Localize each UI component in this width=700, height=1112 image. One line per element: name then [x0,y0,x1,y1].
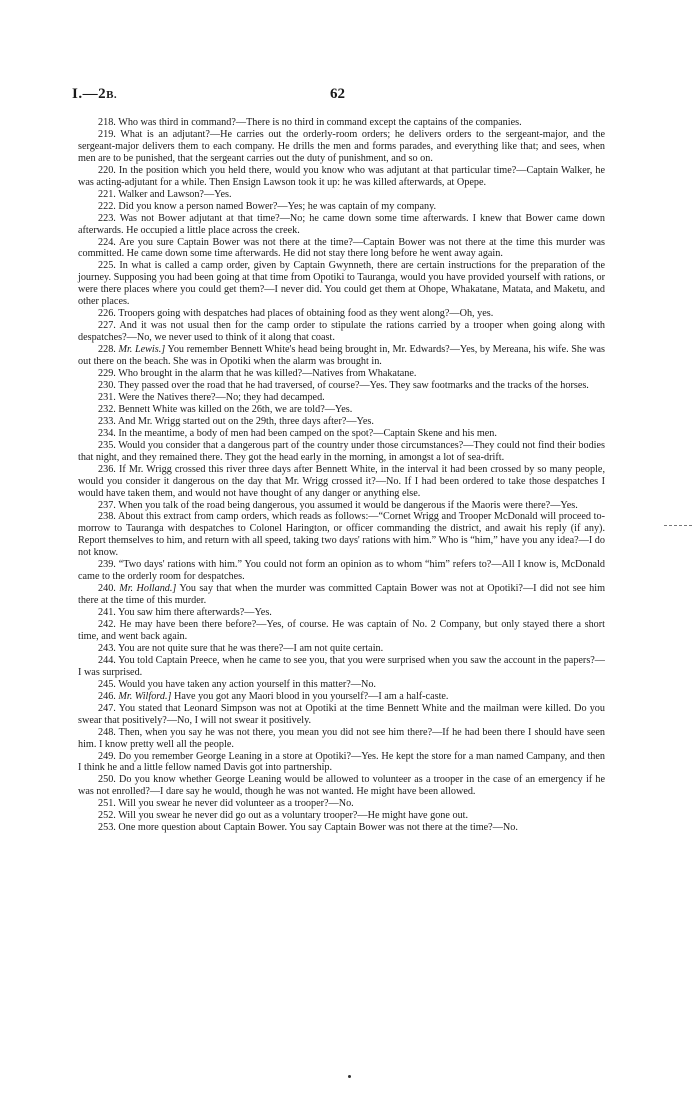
testimony-paragraph [78,703,605,727]
testimony-text: They passed over the road that he had traversed, of course?—Yes. They saw footmarks and the tracks of the horses. [118,379,589,391]
question-number: 244. [98,654,116,666]
testimony-text: You are not quite sure that he was there?—I am not quite certain. [118,642,384,654]
question-number: 232. [98,403,116,415]
testimony-text: Was not Bower adjutant at that time?—No; he came down some time afterwards. I knew that Bower came down afterwards. He occupied a little place across the creek. [78,212,605,236]
testimony-text: If Mr. Wrigg crossed this river three days after Bennett White, in the interval it had been crossed by so many people, would you consider it dangerous on the day that Mr. Wrigg crossed it?—No. If I had been ordered to take those despatches I would have taken them, and would not have thought of any danger or anything else. [78,463,606,499]
question-number: 221. [98,188,116,200]
testimony-text: You saw him there afterwards?—Yes. [118,607,272,619]
question-number: 218. [98,117,116,128]
testimony-text: In the position which you held there, would you know who was adjutant at that particular time?—Captain Walker, he was acting-adjutant for a while. Then Ensign Lawson took it up: he was killed afterwards, at Opepe. [78,164,606,188]
question-number: 227. [98,320,116,332]
question-number: 253. [98,822,116,834]
testimony-text: About this extract from camp orders, which reads as follows:—“Cornet Wrigg and Trooper McDonald will proceed to-morrow to Tauranga with despatches to Colonel Harington, or officer commanding the district, and await his reply (if any). Report themselves to him, and return with all speed, taking two days' rations with him.” Who is “him,” have you any idea?—I do not know. [78,511,605,559]
question-number: 240. [98,583,116,595]
testimony-text: When you talk of the road being dangerous, you assumed it would be dangerous if the Maoris were there?—Yes. [118,499,578,511]
testimony-paragraph [78,559,605,583]
reference-sub: B. [106,89,118,101]
testimony-paragraph [78,392,605,404]
testimony-paragraph [78,607,605,619]
page-dot [348,1075,351,1078]
testimony-paragraph [78,213,605,237]
testimony-text: Would you have taken any action yourself in this matter?—No. [118,678,376,690]
question-number: 223. [98,212,116,224]
question-number: 230. [98,379,116,391]
testimony-paragraph [78,691,605,703]
testimony-text: Have you got any Maori blood in you yourself?—I am a half-caste. [174,690,449,702]
testimony-paragraph [78,643,605,655]
testimony-text: In what is called a camp order, given by Captain Gwynneth, there are certain instructions for the preparation of the journey. Supposing you had been going at that time from Opotiki to Tauranga, would you have provided yourself with rations, or were there places where you could get them?—I never did. You could get them at Ohope, Whakatane, Matata, and Maketu, and other places. [78,260,606,308]
testimony-text: And it was not usual then for the camp order to stipulate the rations carried by a trooper when going along with despatches?—No, we never used to think of it along that coast. [78,320,605,344]
testimony-text: What is an adjutant?—He carries out the orderly-room orders; he delivers orders to the sergeant-major, and the sergeant-major delivers them to each company. He drills the men and forms parades, and everything like that; and sees, when men are to be punished, that the sergeant carries out the duty of punishment, and so on. [78,128,605,164]
testimony-paragraph [78,416,605,428]
testimony-text: And Mr. Wrigg started out on the 29th, three days after?—Yes. [117,415,374,427]
testimony-text: You told Captain Preece, when he came to see you, that you were surprised when you saw the account in the papers?—I was surprised. [78,654,605,678]
speaker-label: Mr. Wilford.] [118,690,172,702]
question-number: 229. [98,368,116,380]
testimony-paragraph [78,237,605,261]
testimony-paragraph [78,583,605,607]
testimony-paragraph [78,165,605,189]
testimony-paragraph [78,464,605,500]
question-number: 219. [98,128,116,140]
reference-main: I.—2 [72,86,107,102]
question-number: 231. [98,391,116,403]
testimony-paragraph [78,428,605,440]
testimony-paragraph [78,798,605,810]
testimony-text: Will you swear he never did volunteer as a trooper?—No. [118,798,354,810]
testimony-paragraph [78,404,605,416]
question-number: 224. [98,236,116,248]
testimony-paragraph [78,189,605,201]
testimony-text: In the meantime, a body of men had been camped on the spot?—Captain Skene and his men. [118,427,497,439]
question-number: 252. [98,810,116,822]
speaker-label: Mr. Holland.] [119,583,177,595]
question-number: 247. [98,702,116,714]
speaker-label: Mr. Lewis.] [118,344,166,356]
question-number: 246. [98,690,116,702]
question-number: 251. [98,798,116,810]
testimony-text: Who was third in command?—There is no third in command except the captains of the companies. [118,117,522,128]
testimony-text: Would you consider that a dangerous part of the country under those circumstances?—They could not find their bodies that night, and they remained there. They got the head early in the morning, in amongst a lot of sea-drift. [78,439,605,463]
question-number: 222. [98,200,116,212]
question-number: 250. [98,774,116,786]
question-number: 239. [98,559,116,571]
testimony-text: Do you know whether George Leaning would be allowed to volunteer as a trooper in the case of an emergency if he was not enrolled?—I dare say he would, though he was not wanted. He might have been allowed. [78,774,605,798]
testimony-paragraph [78,500,605,512]
document-reference [72,86,117,103]
testimony-text: Are you sure Captain Bower was not there at the time?—Captain Bower was not there at the time this murder was committed. He came down some time afterwards. He did not stay there long before he went away again. [78,236,605,260]
question-number: 235. [98,439,116,451]
testimony-text: “Two days' rations with him.” You could not form an opinion as to whom “him” refers to?—All I know is, McDonald came to the orderly room for despatches. [78,559,605,583]
question-number: 249. [98,750,116,762]
testimony-paragraph [78,822,605,834]
testimony-text: Walker and Lawson?—Yes. [118,188,232,200]
question-number: 226. [98,308,116,320]
question-number: 220. [98,164,116,176]
testimony-body [78,117,605,834]
testimony-paragraph [78,774,605,798]
testimony-paragraph [78,380,605,392]
testimony-paragraph [78,320,605,344]
testimony-paragraph [78,751,605,775]
testimony-paragraph [78,511,605,559]
testimony-paragraph [78,810,605,822]
question-number: 241. [98,607,116,619]
testimony-paragraph [78,727,605,751]
page-header [72,86,632,106]
question-number: 234. [98,427,116,439]
testimony-text: Troopers going with despatches had places of obtaining food as they went along?—Oh, yes. [118,308,494,320]
question-number: 242. [98,619,116,631]
testimony-paragraph [78,368,605,380]
margin-mark-right [664,525,692,527]
testimony-paragraph [78,619,605,643]
testimony-paragraph [78,201,605,213]
testimony-paragraph [78,308,605,320]
testimony-paragraph [78,679,605,691]
testimony-text: Will you swear he never did go out as a voluntary trooper?—He might have gone out. [118,810,469,822]
testimony-paragraph [78,260,605,308]
testimony-paragraph [78,440,605,464]
question-number: 225. [98,260,116,272]
testimony-text: One more question about Captain Bower. You say Captain Bower was not there at the time?—No. [118,822,518,834]
testimony-text: Then, when you say he was not there, you mean you did not see him there?—If he had been there I should have seen him. I know pretty well all the people. [78,726,605,750]
testimony-paragraph [78,655,605,679]
testimony-text: You remember Bennett White's head being brought in, Mr. Edwards?—Yes, by Mereana, his wife. She was out there on the beach. She was in Opotiki when the alarm was brought in. [78,344,606,368]
testimony-text: He may have been there before?—Yes, of course. He was captain of No. 2 Company, but only stayed there a short time, and went back again. [78,619,605,642]
testimony-text: You say that when the murder was committed Captain Bower was not at Opotiki?—I did not see him there at the time of this murder. [78,583,605,607]
question-number: 236. [98,463,116,475]
question-number: 245. [98,678,116,690]
testimony-text: Bennett White was killed on the 26th, we are told?—Yes. [118,403,353,415]
question-number: 237. [98,499,116,511]
page-number: 62 [330,86,345,102]
testimony-text: Did you know a person named Bower?—Yes; he was captain of my company. [118,200,437,212]
testimony-paragraph [78,129,605,165]
testimony-paragraph [78,344,605,368]
testimony-text: Do you remember George Leaning in a store at Opotiki?—Yes. He kept the store for a man named Campany, and then I think he and a little fellow named Davis got into partnership. [78,750,606,774]
question-number: 243. [98,642,116,654]
question-number: 233. [98,415,116,427]
question-number: 228. [98,344,116,356]
testimony-paragraph [78,117,605,129]
testimony-text: You stated that Leonard Simpson was not at Opotiki at the time Bennett White and the mailman were killed. Do you swear that positively?—No, I will not swear it positively. [78,702,605,726]
testimony-text: Were the Natives there?—No; they had decamped. [118,391,325,403]
question-number: 238. [98,511,116,523]
question-number: 248. [98,726,116,738]
testimony-text: Who brought in the alarm that he was killed?—Natives from Whakatane. [118,368,417,380]
